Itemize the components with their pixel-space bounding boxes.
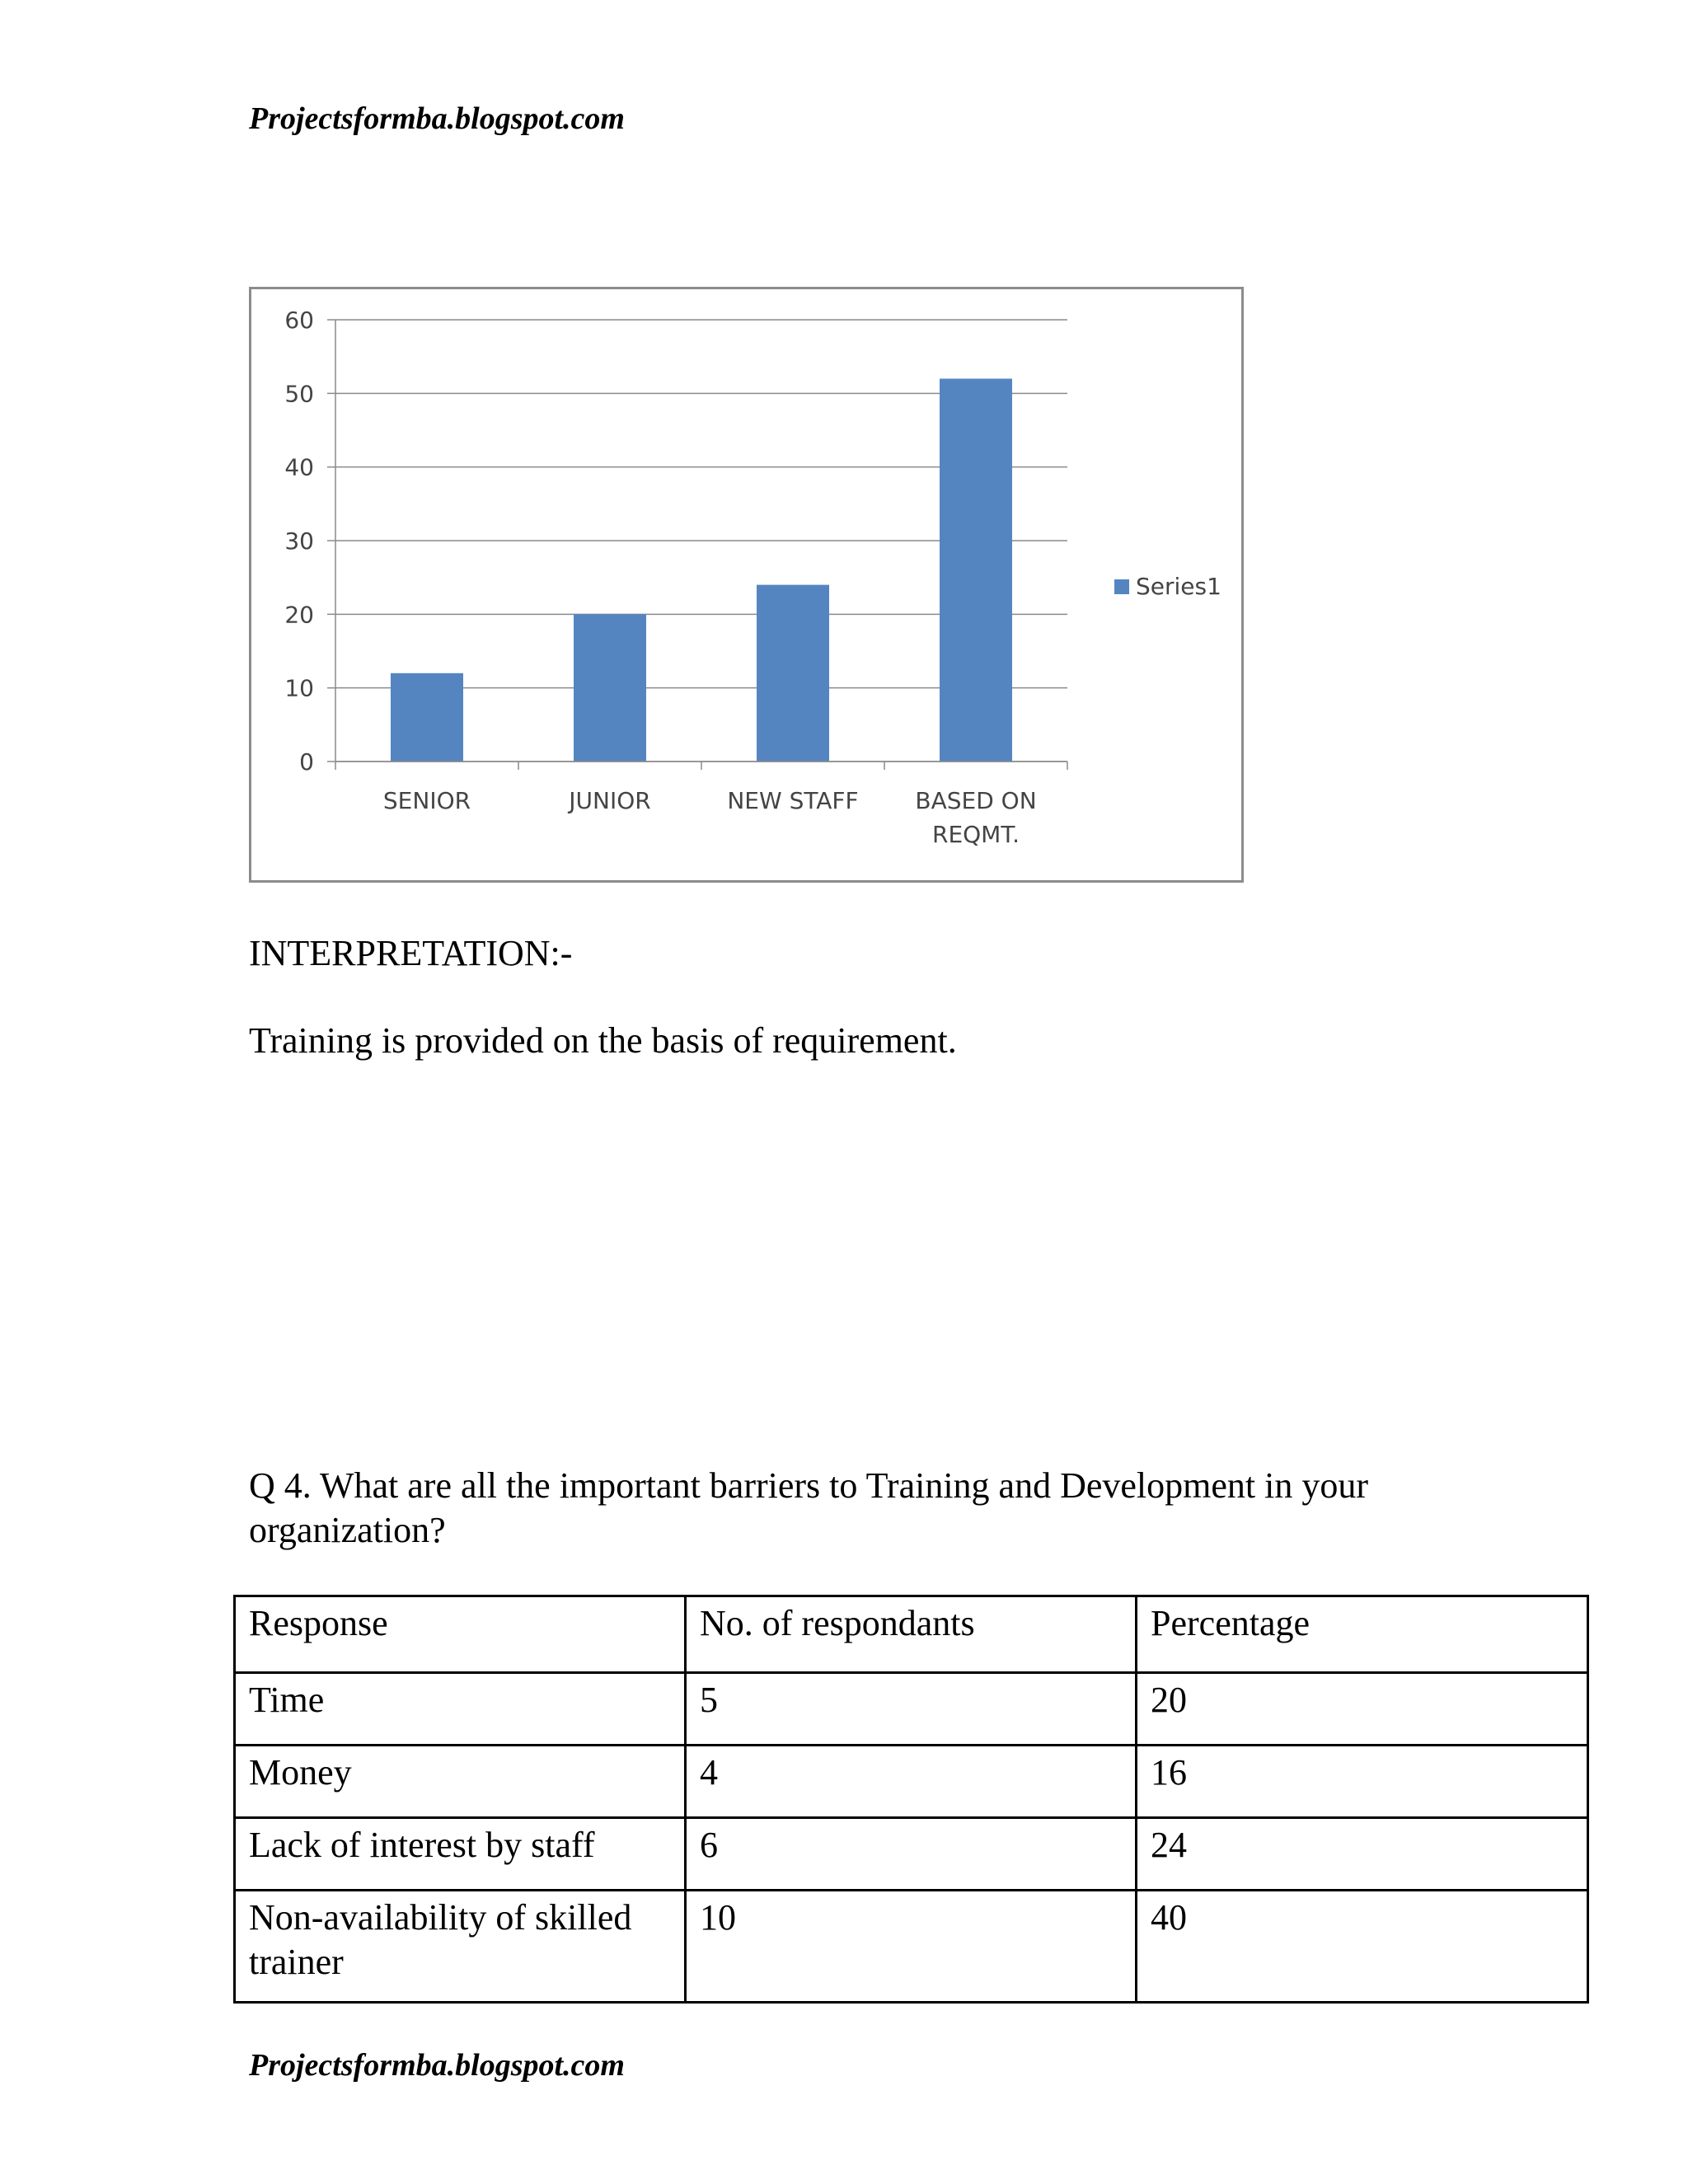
table-row [235, 1673, 1588, 1746]
y-tick-label: 40 [284, 453, 314, 481]
table-row [235, 1818, 1588, 1891]
barriers-table [233, 1595, 1589, 2004]
table-cell: 16 [1137, 1746, 1588, 1818]
table-cell: 10 [685, 1891, 1136, 2003]
bar [391, 673, 463, 762]
bar-chart-canvas [251, 289, 1241, 880]
table-cell: Time [235, 1673, 686, 1746]
legend-label: Series1 [1136, 573, 1221, 600]
chart-bars [391, 378, 1012, 762]
table-row [235, 1891, 1588, 2003]
x-tick-label: JUNIOR [569, 787, 651, 814]
chart-labels [284, 307, 1036, 848]
table-cell: 5 [685, 1673, 1136, 1746]
x-tick-label: REQMT. [931, 821, 1020, 848]
bar [940, 378, 1012, 762]
y-tick-label: 0 [299, 748, 314, 776]
x-tick-label: SENIOR [382, 787, 471, 814]
table-cell: 6 [685, 1818, 1136, 1891]
bar [574, 614, 646, 762]
x-tick-label: BASED ON [915, 787, 1037, 814]
y-tick-label: 60 [284, 307, 314, 334]
table-cell: 40 [1137, 1891, 1588, 2003]
page-header: Projectsformba.blogspot.com [249, 101, 625, 136]
y-tick-label: 30 [284, 527, 314, 555]
y-tick-label: 10 [284, 674, 314, 702]
table-cell: Lack of interest by staff [235, 1818, 686, 1891]
x-tick-label: NEW STAFF [727, 787, 859, 814]
bar-chart [249, 287, 1244, 883]
table-cell: Money [235, 1746, 686, 1818]
question-text: Q 4. What are all the important barriers to Training and Development in your organization? [249, 1465, 1368, 1550]
page-footer: Projectsformba.blogspot.com [249, 2048, 625, 2083]
table-header-cell: Response [235, 1596, 686, 1673]
y-tick-label: 50 [284, 380, 314, 408]
legend-swatch [1114, 579, 1129, 594]
y-tick-label: 20 [284, 601, 314, 629]
table-cell: Non-availability of skilled trainer [235, 1891, 686, 2003]
table-header-cell: Percentage [1137, 1596, 1588, 1673]
table-header-row [235, 1596, 1588, 1673]
table-row [235, 1746, 1588, 1818]
chart-legend [1114, 573, 1221, 600]
interpretation-heading: INTERPRETATION:- [249, 933, 573, 973]
table-cell: 24 [1137, 1818, 1588, 1891]
table-cell: 4 [685, 1746, 1136, 1818]
bar [757, 585, 829, 762]
table-header-cell: No. of respondants [685, 1596, 1136, 1673]
interpretation-text: Training is provided on the basis of requirement. [249, 1020, 957, 1061]
table-cell: 20 [1137, 1673, 1588, 1746]
